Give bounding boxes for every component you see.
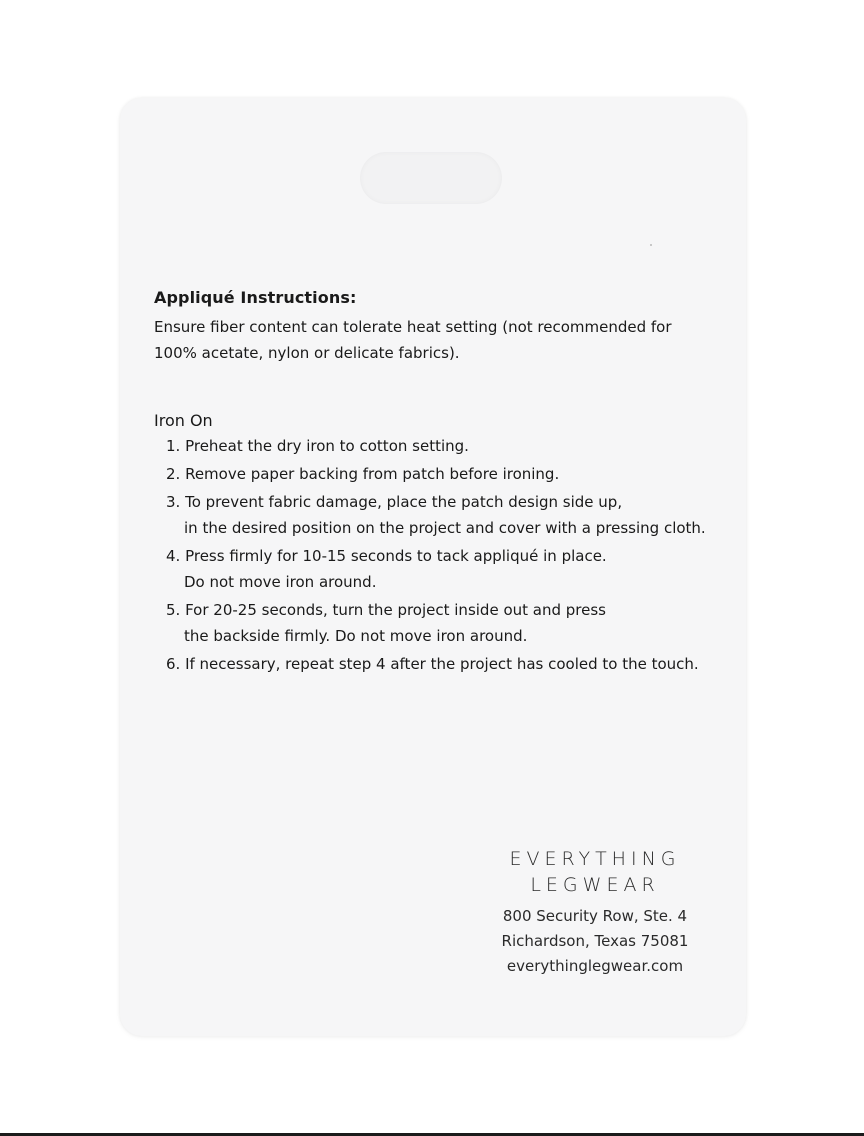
brand-logo xyxy=(480,846,710,898)
step-line: 1. Preheat the dry iron to cotton setting. xyxy=(166,437,469,455)
website-text: everythinglegwear.com xyxy=(506,957,684,975)
applique-body-line: Ensure fiber content can tolerate heat setting (not recommended for xyxy=(154,318,672,336)
iron-on-steps xyxy=(166,433,736,679)
step-item xyxy=(166,461,736,487)
address-street: 800 Security Row, Ste. 4 xyxy=(502,907,688,925)
step-item xyxy=(166,489,736,541)
step-item xyxy=(166,543,736,595)
company-address xyxy=(480,904,710,979)
step-line: 4. Press firmly for 10-15 seconds to tack appliqué in place. xyxy=(166,547,607,565)
card-speck xyxy=(650,244,652,246)
applique-body-line: 100% acetate, nylon or delicate fabrics). xyxy=(154,344,460,362)
step-line: in the desired position on the project and cover with a pressing cloth. xyxy=(184,519,706,537)
applique-body xyxy=(154,314,714,366)
hang-hole xyxy=(360,152,502,204)
step-item xyxy=(166,433,736,459)
step-item xyxy=(166,651,736,677)
step-line: 3. To prevent fabric damage, place the patch design side up, xyxy=(166,493,623,511)
step-line: 5. For 20-25 seconds, turn the project inside out and press xyxy=(166,601,606,619)
address-city: Richardson, Texas 75081 xyxy=(501,932,689,950)
applique-heading: Appliqué Instructions: xyxy=(154,288,357,307)
step-line: the backside firmly. Do not move iron around. xyxy=(184,627,528,645)
iron-on-heading: Iron On xyxy=(154,411,213,430)
step-line: 6. If necessary, repeat step 4 after the project has cooled to the touch. xyxy=(166,655,699,673)
brand-line: EVERYTHING xyxy=(509,848,681,870)
brand-line: LEGWEAR xyxy=(530,874,660,896)
step-line: 2. Remove paper backing from patch before ironing. xyxy=(166,465,560,483)
header-card xyxy=(120,98,746,1036)
step-item xyxy=(166,597,736,649)
step-line: Do not move iron around. xyxy=(184,573,377,591)
